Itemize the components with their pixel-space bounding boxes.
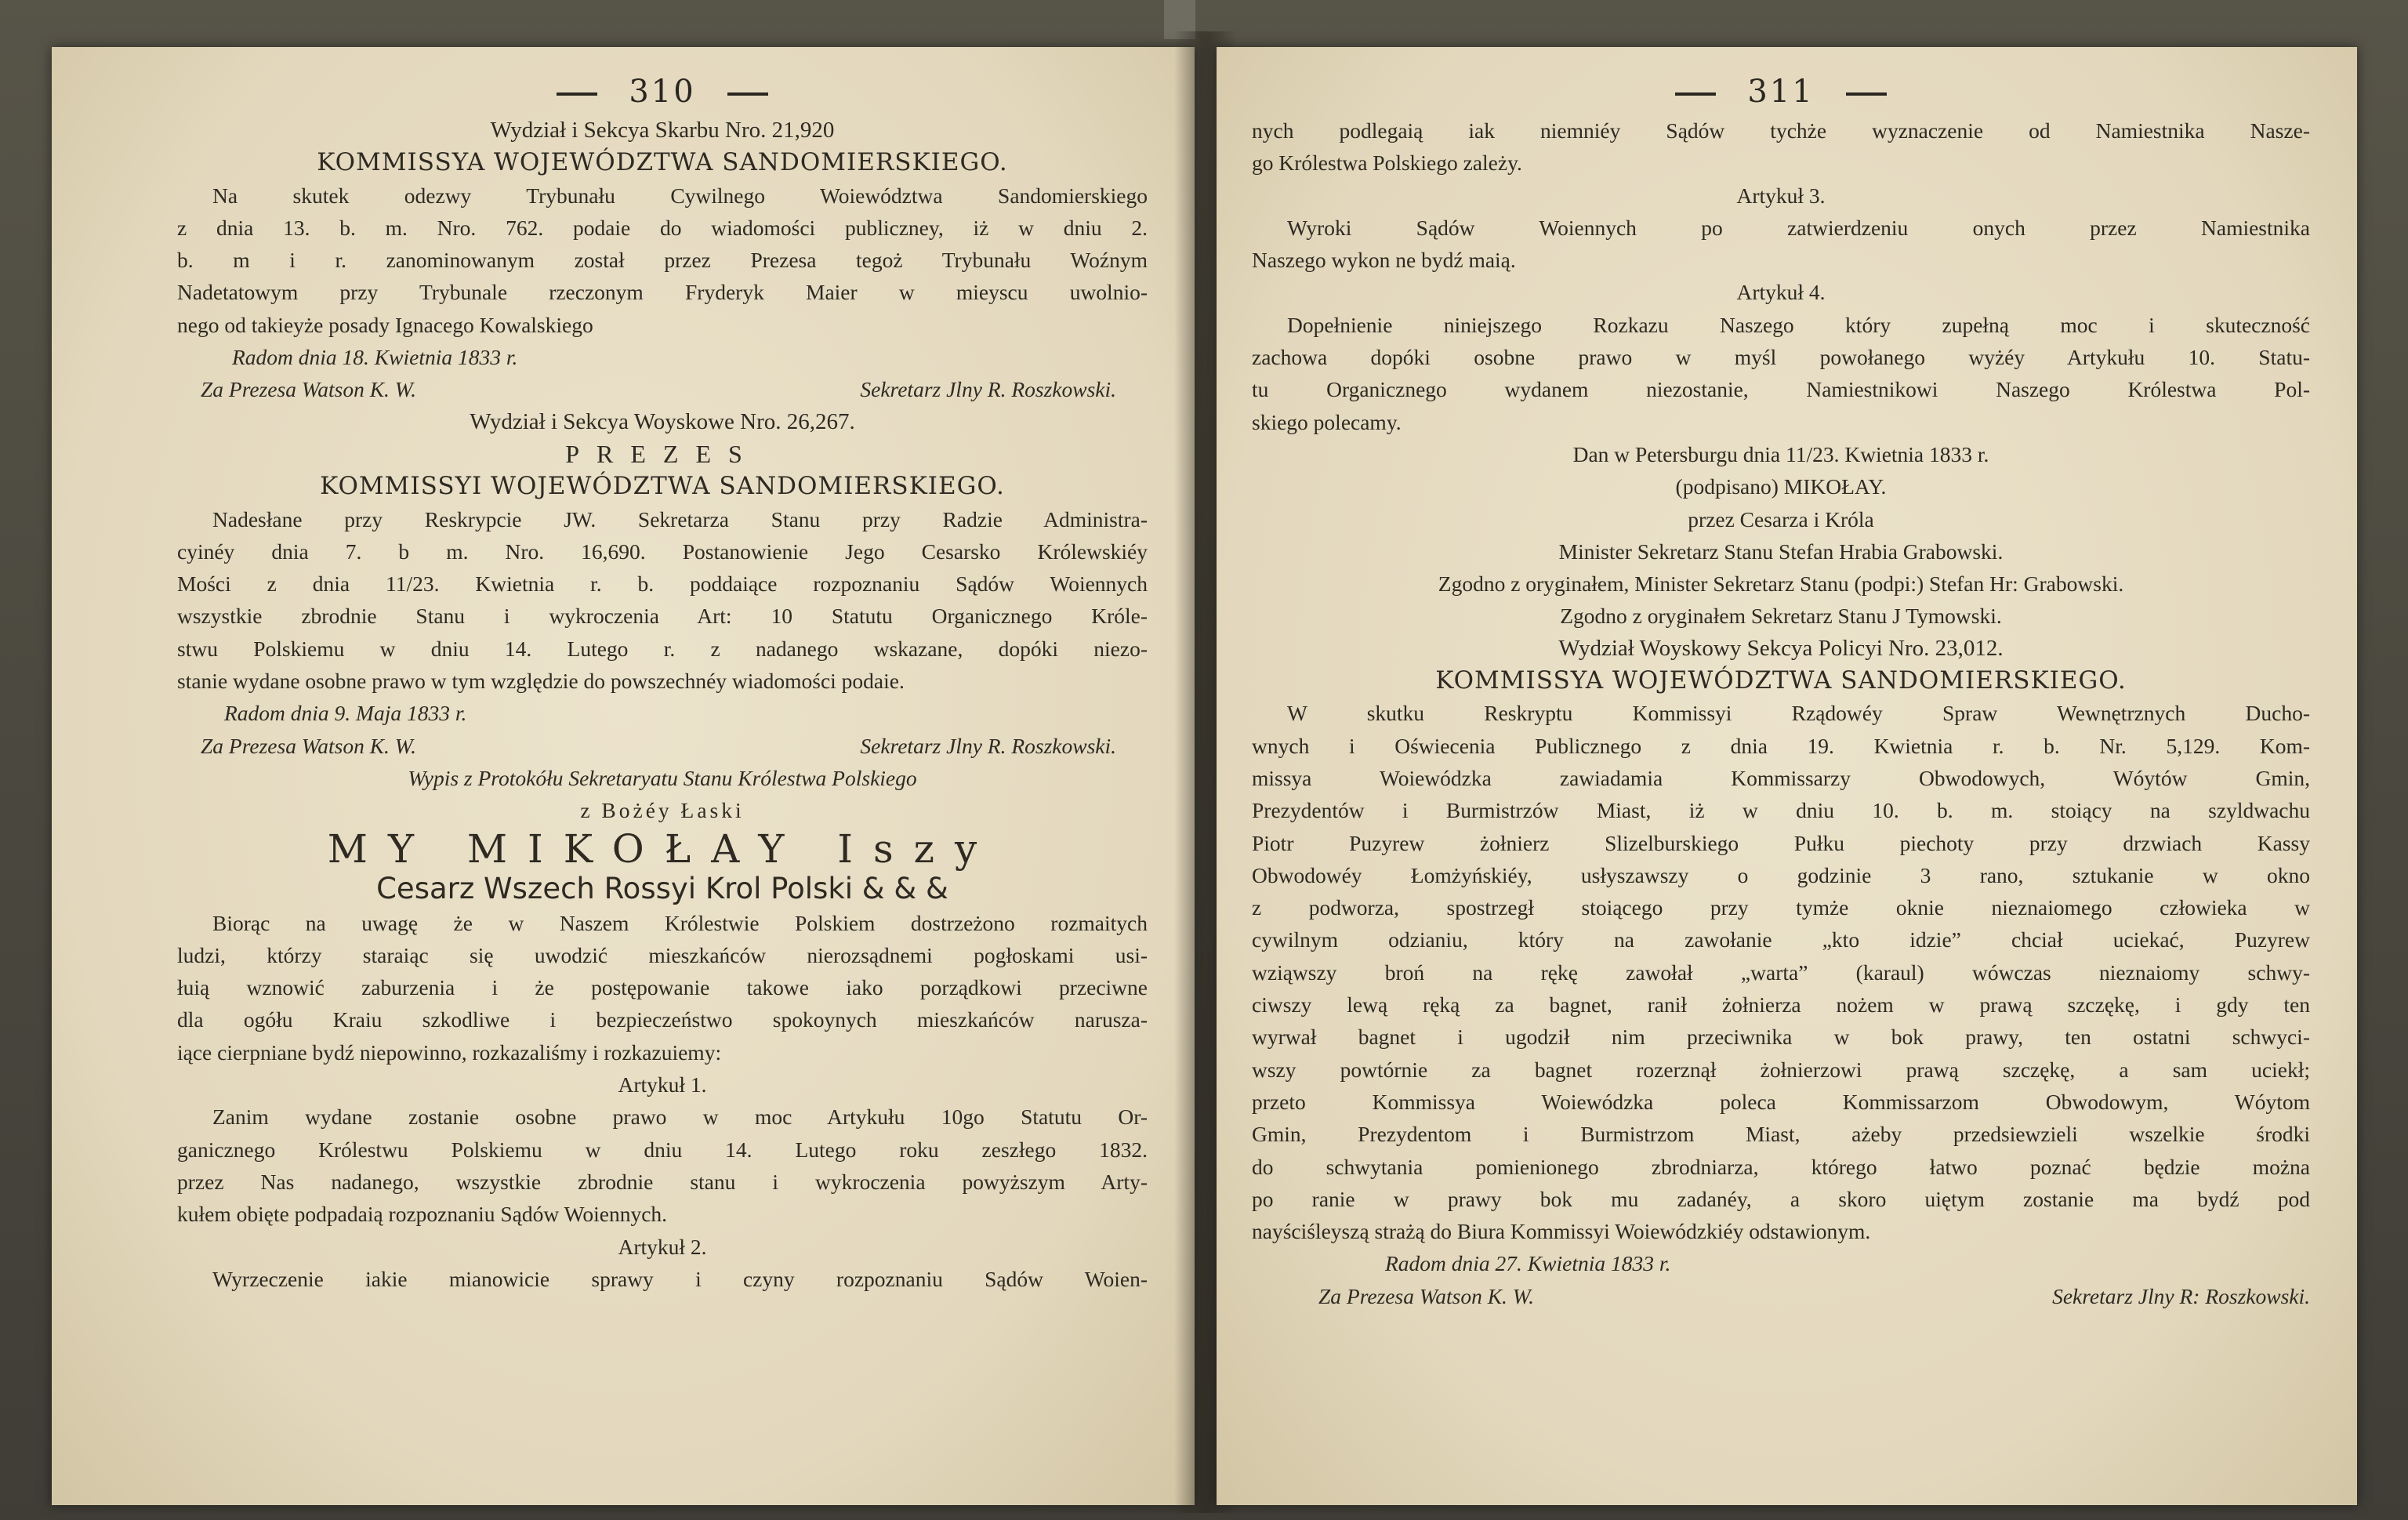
body-line: z dnia 13. b. m. Nro. 762. podaie do wiadomości publiczney, iż w dniu 2. <box>177 215 1148 240</box>
body-line: łuią wznowić zaburzenia i że postępowanie takowe iako porządkowi przeciwne <box>177 975 1148 1000</box>
body-line: nayściśleyszą strażą do Biura Kommissyi Woiewódzkiéy odstawionym. <box>1252 1219 1871 1244</box>
body-line: Biorąc na uwagę że w Naszem Królestwie Polskiem dostrzeżono rozmaitych <box>212 910 1148 935</box>
body-line: wszystkie zbrodnie Stanu i wykroczenia Art: 10 Statutu Organicznego Króle- <box>177 604 1148 629</box>
article-heading: Artykuł 3. <box>1736 183 1826 208</box>
body-line: tu Organicznego wydanem niezostanie, Namiestnikowi Naszego Królestwa Pol- <box>1252 377 2310 402</box>
body-line: po ranie w prawy bok mu zadanéy, a skoro uiętym zostanie ma bydź pod <box>1252 1186 2310 1211</box>
body-line: cyinéy dnia 7. b m. Nro. 16,690. Postanowienie Jego Cesarsko Królewskiéy <box>177 539 1148 564</box>
conformity-line: Zgodno z oryginałem, Minister Sekretarz Stanu (podpi:) Stefan Hr: Grabowski. <box>1438 571 2124 597</box>
protocol-excerpt: Wypis z Protokółu Sekretaryatu Stanu Królestwa Polskiego <box>408 765 917 790</box>
body-line: wyrwał bagnet i ugodził nim przeciwnika w bok prawy, ten ostatni schwyci- <box>1252 1025 2310 1050</box>
body-line: stwu Polskiemu w dniu 14. Lutego r. z nadanego wskazane, dopóki niezo- <box>177 636 1148 661</box>
article-heading: Artykuł 1. <box>618 1072 707 1097</box>
notice-title: KOMMISSYA WOJEWÓDZTWA SANDOMIERSKIEGO. <box>317 148 1008 177</box>
signature-left: Za Prezesa Watson K. W. <box>201 733 417 758</box>
left-page-text <box>177 69 1148 1295</box>
body-line: skiego polecamy. <box>1252 409 1402 434</box>
signature-right: Sekretarz Jlny R: Roszkowski. <box>2052 1283 2310 1308</box>
body-line: cywilnym odzianiu, który na zawołanie „kto idzie” chciał uciekać, Puzyrew <box>1252 927 2310 952</box>
signed-line: (podpisano) MIKOŁAY. <box>1675 474 1887 499</box>
section-heading: Wydział i Sekcya Skarbu Nro. 21,920 <box>490 118 835 143</box>
body-line: wziąwszy broń na rękę zawołał „warta” (karaul) wówczas nieznaiomy schwy- <box>1252 960 2310 985</box>
body-line: przez Nas nadanego, wszystkie zbrodnie stanu i wykroczenia powyższym Arty- <box>177 1169 1148 1194</box>
body-line: do schwytania pomienionego zbrodniarza, którego łatwo poznać będzie można <box>1252 1154 2310 1179</box>
notice-title-spaced: PREZES <box>565 439 760 468</box>
body-line: Na skutek odezwy Trybunału Cywilnego Woiewództwa Sandomierskiego <box>212 183 1148 208</box>
signature-line <box>1252 1280 2310 1312</box>
notice-title: KOMMISSYI WOJEWÓDZTWA SANDOMIERSKIEGO. <box>320 472 1005 501</box>
body-line: z podworza, spostrzegł stoiącego przy tymże oknie nieznaiomego człowieka w <box>1252 895 2310 920</box>
body-line: go Królestwa Polskiego zależy. <box>1252 151 1522 176</box>
body-line: wszy powtórnie za bagnet rozerznął żołnierzowi prawą szczękę, a sam uciekł; <box>1252 1057 2310 1082</box>
body-line: Dopełnienie niniejszego Rozkazu Naszego który zupełną moc i skuteczność <box>1287 312 2310 337</box>
article-heading: Artykuł 4. <box>1736 280 1826 305</box>
signature-right: Sekretarz Jlny R. Roszkowski. <box>860 733 1116 758</box>
body-line: kułem obięte podpadaią rozpoznaniu Sądów Woiennych. <box>177 1202 668 1227</box>
minister-line: Minister Sekretarz Stanu Stefan Hrabia Grabowski. <box>1558 539 2004 564</box>
body-line: nego od takieyże posady Ignacego Kowalskiego <box>177 312 593 337</box>
body-line: zachowa dopóki osobne prawo w myśl powołanego wyżéy Artykułu 10. Statu- <box>1252 345 2310 370</box>
body-line: Wyrzeczenie iakie mianowicie sprawy i czyny rozpoznaniu Sądów Woien- <box>212 1266 1148 1291</box>
date-line: Radom dnia 18. Kwietnia 1833 r. <box>232 345 518 370</box>
notice-title: KOMMISSYA WOJEWÓDZTWA SANDOMIERSKIEGO. <box>1435 666 2127 695</box>
body-line: ciwszy lewą ręką za bagnet, ranił żołnierza nożem w prawą szczękę, i gdy ten <box>1252 992 2310 1018</box>
dated-line: Dan w Petersburgu dnia 11/23. Kwietnia 1833 r. <box>1572 441 1989 466</box>
body-line: W skutku Reskryptu Kommissyi Rządowéy Spraw Wewnętrznych Ducho- <box>1287 701 2310 726</box>
body-line: stanie wydane osobne prawo w tym względzie do powszechnéy wiadomości podaie. <box>177 669 905 694</box>
signature-line <box>177 730 1148 762</box>
body-line: Naszego wykon ne bydź maią. <box>1252 248 1516 273</box>
body-line: b. m i r. zanominowanym został przez Prezesa tegoż Trybunału Woźnym <box>177 248 1148 273</box>
signature-left: Za Prezesa Watson K. W. <box>201 377 417 402</box>
body-line: Nadetatowym przy Trybunale rzeczonym Fryderyk Maier w mieyscu uwolnio- <box>177 280 1148 305</box>
page-number-right: 311 <box>1252 69 2310 114</box>
left-page <box>52 47 1195 1505</box>
body-line: Gmin, Prezydentom i Burmistrzom Miast, ażeby przedsiewzieli wszelkie środki <box>1252 1122 2310 1147</box>
date-line: Radom dnia 9. Maja 1833 r. <box>224 701 467 726</box>
body-line: ganicznego Królestwu Polskiemu w dniu 14. Lutego roku zeszłego 1832. <box>177 1137 1148 1162</box>
decree-name: MY MIKOŁAY Iszy <box>327 825 998 872</box>
body-line: iące cierpniane bydź niepowinno, rozkazaliśmy i rozkazuiemy: <box>177 1039 722 1065</box>
signature-right: Sekretarz Jlny R. Roszkowski. <box>860 377 1116 402</box>
body-line: przeto Kommissya Woiewódzka poleca Kommissarzom Obwodowym, Wóytom <box>1252 1089 2310 1114</box>
article-heading: Artykuł 2. <box>618 1234 707 1259</box>
conformity-line: Zgodno z oryginałem Sekretarz Stanu J Tymowski. <box>1560 604 2002 629</box>
right-page <box>1217 47 2357 1505</box>
section-heading: Wydział Woyskowy Sekcya Policyi Nro. 23,012. <box>1558 635 2004 661</box>
body-line: Wyroki Sądów Woiennych po zatwierdzeniu onych przez Namiestnika <box>1287 215 2310 240</box>
body-line: Mości z dnia 11/23. Kwietnia r. b. poddaiące rozpoznaniu Sądów Woiennych <box>177 571 1148 597</box>
date-line: Radom dnia 27. Kwietnia 1833 r. <box>1385 1251 1671 1276</box>
body-line: Prezydentów i Burmistrzów Miast, iż w dniu 10. b. m. stoiący na szyldwachu <box>1252 798 2310 823</box>
by-grace-line: z Bożéy Łaski <box>580 798 745 823</box>
decree-titles: Cesarz Wszech Rossyi Krol Polski & & & <box>376 871 948 905</box>
body-line: missya Woiewódzka zawiadamia Kommissarzy Obwodowych, Wóytów Gmin, <box>1252 765 2310 790</box>
body-line: wnych i Oświecenia Publicznego z dnia 19. Kwietnia r. b. Nr. 5,129. Kom- <box>1252 733 2310 758</box>
body-line: Zanim wydane zostanie osobne prawo w moc Artykułu 10go Statutu Or- <box>212 1105 1148 1130</box>
right-page-text <box>1252 69 2310 1312</box>
signature-left: Za Prezesa Watson K. W. <box>1318 1283 1535 1308</box>
signature-line <box>177 373 1148 405</box>
body-line: dla ogółu Kraiu szkodliwe i bezpieczeństwo spokoynych mieszkańców narusza- <box>177 1007 1148 1032</box>
section-heading: Wydział i Sekcya Woyskowe Nro. 26,267. <box>470 408 855 434</box>
body-line: Obwodowéy Łomżyńskiéy, usłyszawszy o godzinie 3 rano, sztukanie w okno <box>1252 862 2310 887</box>
page-number-left: 310 <box>177 69 1148 114</box>
body-line: nych podlegaią iak niemniéy Sądów tychże wyznaczenie od Namiestnika Nasze- <box>1252 118 2310 143</box>
body-line: Piotr Puzyrew żołnierz Slizelburskiego Pułku piechoty przy drzwiach Kassy <box>1252 830 2310 855</box>
body-line: Nadesłane przy Reskrypcie JW. Sekretarza Stanu przy Radzie Administra- <box>212 506 1148 531</box>
by-emperor-line: przez Cesarza i Króla <box>1688 506 1874 531</box>
body-line: ludzi, którzy staraiąc się uwodzić mieszkańców nierozsądnemi pogłoskami usi- <box>177 942 1148 967</box>
